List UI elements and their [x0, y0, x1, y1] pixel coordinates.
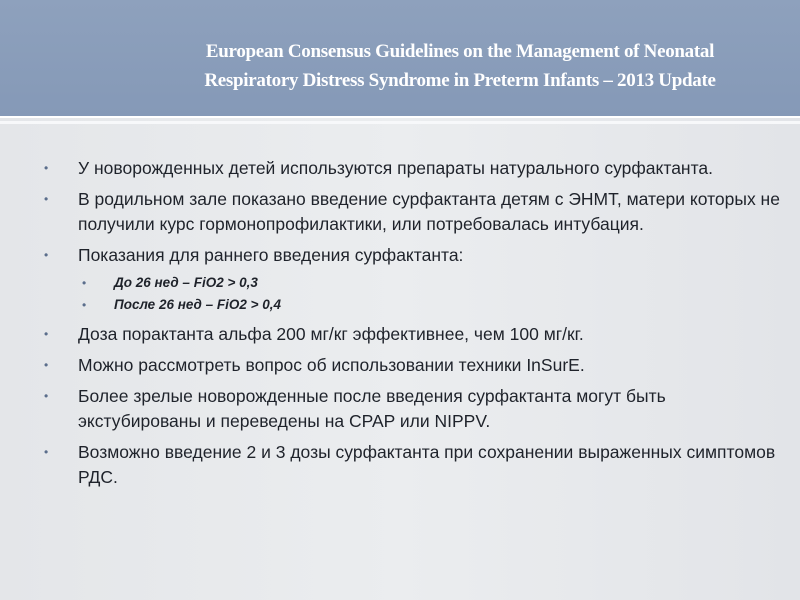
slide-title [120, 37, 800, 95]
bullet-text: В родильном зале показано введение сурфактанта детям с ЭНМТ, матери которых не получили курс гормонопрофилактики, или потребовалась интубация. [78, 189, 780, 234]
sub-bullet-item-2 [78, 294, 780, 316]
bullet-dot-icon: • [44, 161, 49, 175]
bullet-text: Можно рассмотреть вопрос об использовании техники InSurE. [78, 355, 585, 375]
sub-bullet-item-1 [78, 272, 780, 294]
slide-title-line-1: European Consensus Guidelines on the Management of Neonatal [205, 41, 715, 62]
title-divider-lower [0, 121, 800, 124]
bullet-item-7 [40, 440, 780, 490]
sub-bullet-dot-icon: • [82, 276, 87, 290]
bullet-item-1 [40, 156, 780, 181]
bullet-dot-icon: • [44, 358, 49, 372]
slide-title-line-2: Respiratory Distress Syndrome in Preterm Infants – 2013 Update [204, 70, 716, 91]
bullet-dot-icon: • [44, 248, 49, 262]
bullet-item-5 [40, 353, 780, 378]
bullet-list [40, 156, 780, 496]
bullet-dot-icon: • [44, 445, 49, 459]
bullet-text: У новорожденных детей используются препараты натурального сурфактанта. [78, 158, 713, 178]
title-divider [0, 116, 800, 118]
bullet-item-2 [40, 187, 780, 237]
bullet-text: Показания для раннего введения сурфактанта: [78, 245, 464, 265]
sub-bullet-dot-icon: • [82, 298, 87, 312]
bullet-text: Более зрелые новорожденные после введения сурфактанта могут быть экстубированы и переведены на CPAP или NIPPV. [78, 386, 666, 431]
sub-bullet-text: До 26 нед – FiO2 > 0,3 [114, 275, 258, 290]
bullet-dot-icon: • [44, 389, 49, 403]
bullet-dot-icon: • [44, 327, 49, 341]
bullet-text: Доза порактанта альфа 200 мг/кг эффективнее, чем 100 мг/кг. [78, 324, 584, 344]
bullet-item-3 [40, 243, 780, 316]
bullet-item-4 [40, 322, 780, 347]
bullet-item-6 [40, 384, 780, 434]
sub-bullet-list [78, 272, 780, 316]
bullet-dot-icon: • [44, 192, 49, 206]
bullet-text: Возможно введение 2 и 3 дозы сурфактанта при сохранении выраженных симптомов РДС. [78, 442, 776, 487]
sub-bullet-text: После 26 нед – FiO2 > 0,4 [114, 297, 282, 312]
